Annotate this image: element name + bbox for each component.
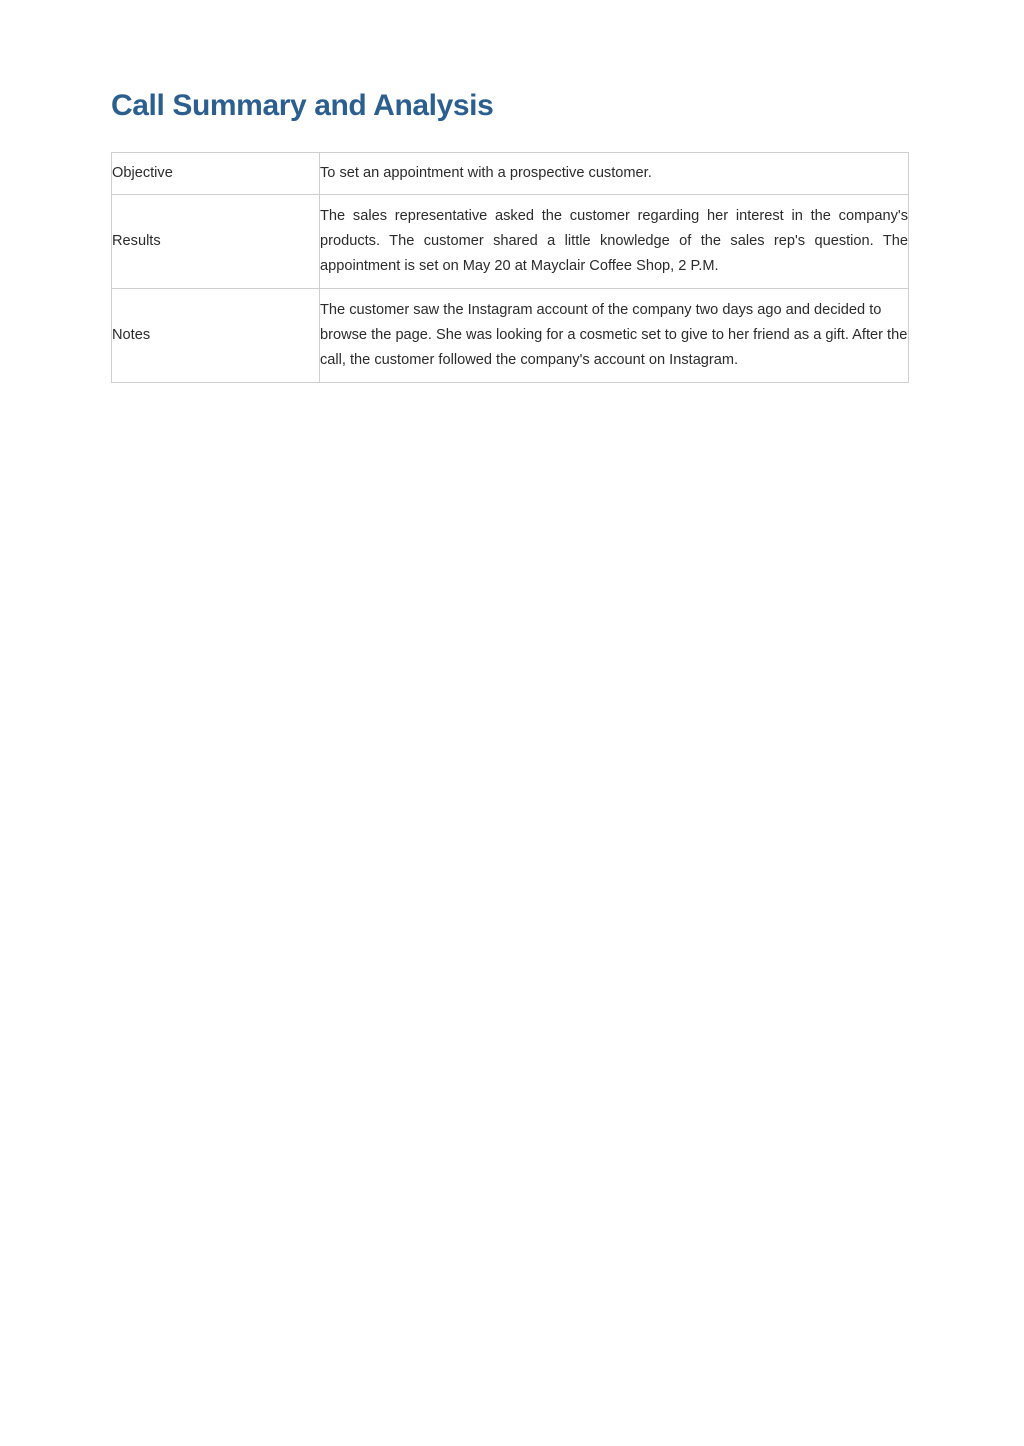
row-value-notes: The customer saw the Instagram account of the company two days ago and decided to browse the page. She was looking for a cosmetic set to give to her friend as a gift. After the call, the customer followed the company's account on Instagram. <box>320 289 909 383</box>
table-body <box>112 153 909 383</box>
table-row <box>112 195 909 289</box>
row-label-results: Results <box>112 195 320 289</box>
table-row <box>112 153 909 195</box>
call-summary-table <box>111 152 909 383</box>
row-value-objective: To set an appointment with a prospective customer. <box>320 153 909 195</box>
page-title: Call Summary and Analysis <box>111 89 494 123</box>
row-label-notes: Notes <box>112 289 320 383</box>
row-label-objective: Objective <box>112 153 320 195</box>
row-value-results: The sales representative asked the customer regarding her interest in the company's products. The customer shared a little knowledge of the sales rep's question. The appointment is set on May 20 at Mayclair Coffee Shop, 2 P.M. <box>320 195 909 289</box>
table-row <box>112 289 909 383</box>
